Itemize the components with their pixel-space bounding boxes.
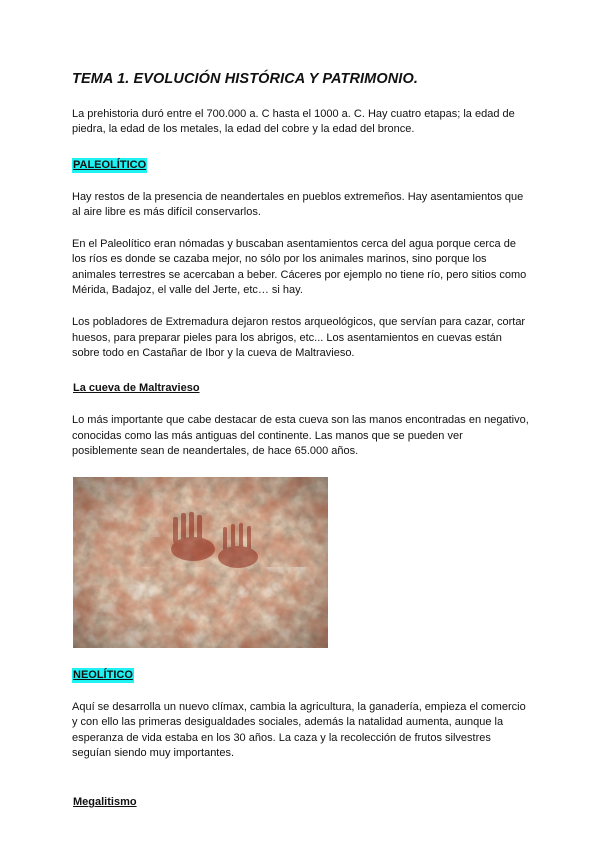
cueva-heading-row [72,378,530,396]
neolitico-heading-row [72,665,530,683]
cave-hands-photo [73,477,328,648]
cueva-heading: La cueva de Maltravieso [73,382,200,395]
intro-paragraph: La prehistoria duró entre el 700.000 a. C hasta el 1000 a. C. Hay cuatro etapas; la edad de piedra, la edad de los metales, la edad del cobre y la edad del bronce. [72,108,515,136]
megalitismo-heading-row [72,792,530,810]
paleolitico-paragraph-3: Los pobladores de Extremadura dejaron restos arqueológicos, que servían para cazar, cortar huesos, para preparar pieles para los abrigos, etc... Los asentamientos en cuevas están sobre todo en Castañar de Ibor y la cueva de Maltravieso. [72,316,526,359]
document-page [72,70,530,810]
paleolitico-paragraph-1: Hay restos de la presencia de neandertales en pueblos extremeños. Hay asentamientos que al aire libre es más difícil conservarlos. [72,190,524,218]
page-title: TEMA 1. EVOLUCIÓN HISTÓRICA Y PATRIMONIO. [72,71,418,87]
paleolitico-heading-row [72,155,530,173]
neolitico-paragraph: Aquí se desarrolla un nuevo clímax, cambia la agricultura, la ganadería, empieza el comercio y con ello las primeras desigualdades sociales, además la natalidad aumenta, aunque la esperanza de vida estaba en los 30 años. La caza y la recolección de frutos silvestres seguían siendo muy importantes. [72,701,526,760]
cueva-paragraph: Lo más importante que cabe destacar de esta cueva son las manos encontradas en negativo, conocidas como las más antiguas del continente. Las manos que se pueden ver posiblemente sean de neandertales, de hace 65.000 años. [72,414,529,457]
paleolitico-paragraph-2: En el Paleolítico eran nómadas y buscaban asentamientos cerca del agua porque cerca de los ríos es donde se cazaba mejor, no sólo por los animales marinos, sino porque los animales terrestres se acercaban a beber. Cáceres por ejemplo no tiene río, pero sitios como Mérida, Badajoz, el valle del Jerte, etc… si hay. [72,238,527,297]
paleolitico-heading: PALEOLÍTICO [73,158,147,171]
neolitico-heading: NEOLÍTICO [73,669,133,682]
megalitismo-heading: Megalitismo [73,796,137,809]
